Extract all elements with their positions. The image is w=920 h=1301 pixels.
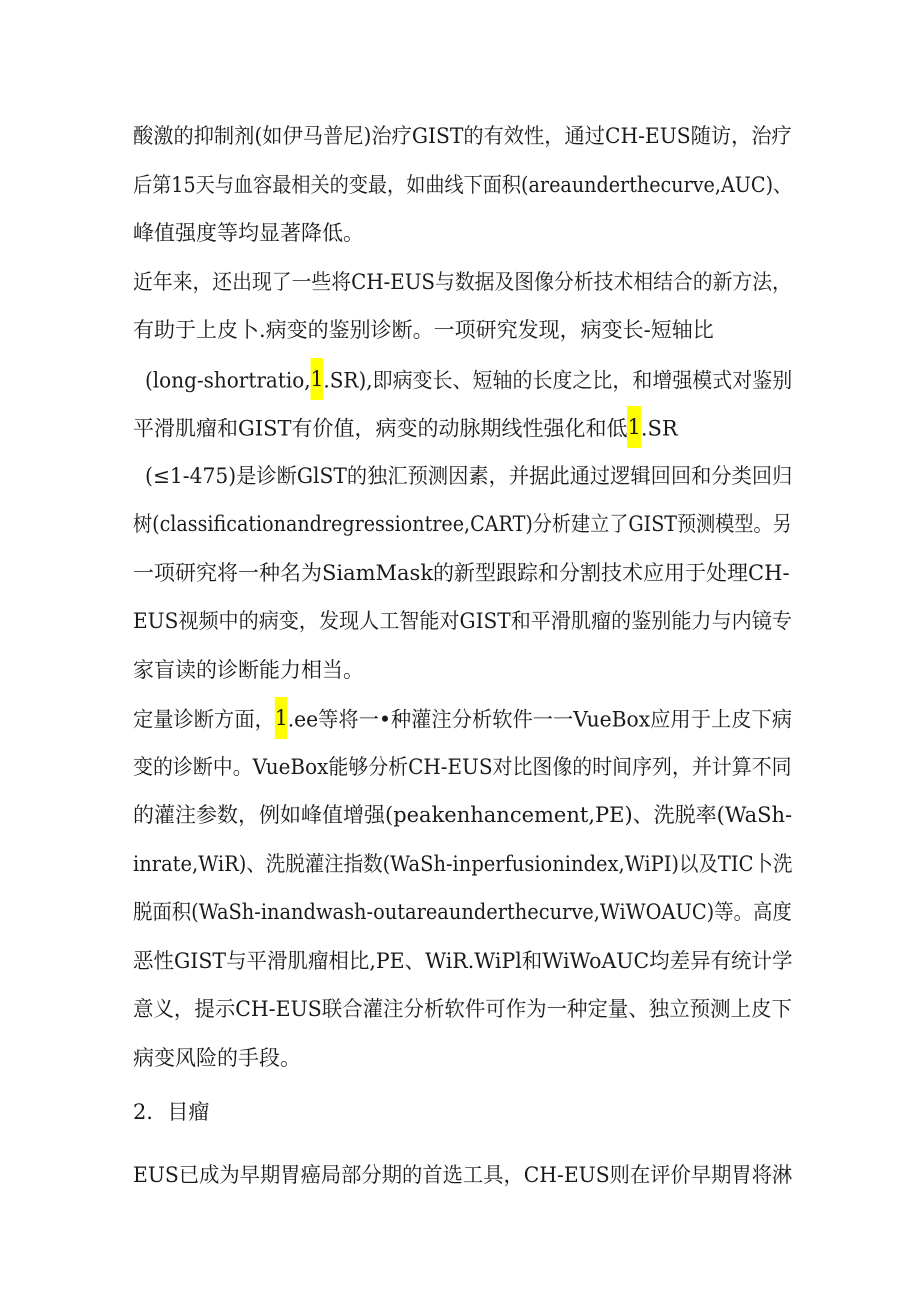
text-line: 病变风险的手段。 [133, 1046, 301, 1070]
text-line: 的灌注参数，例如峰值增强(peakenhancement,PE)、洗脱率(WaSh- [133, 803, 793, 827]
highlighted-text: 1 [275, 697, 288, 739]
text-line: inrate,WiR)、洗脱灌注指数(WaSh-inperfusionindex,WiPI)以及TIC卜洗 [133, 852, 793, 876]
text-line: 脱面积(WaSh-inandwash-outareaunderthecurve,WiWOAUC)等。高度 [133, 900, 792, 924]
text-line [145, 364, 792, 394]
text-line: 有助于上皮卜.病变的鉴别诊断。一项研究发现，病变长-短轴比 [133, 318, 714, 342]
text-line: 峰值强度等均显著降低。 [133, 221, 364, 245]
text-segment: .ee等将一•种灌注分析软件一一VueBox应用于上皮下病 [287, 707, 793, 732]
text-line: EUS已成为早期胃癌局部分期的首选工具，CH-EUS则在评价早期胃将淋 [133, 1163, 793, 1187]
highlighted-text: 1 [627, 406, 640, 448]
text-segment: .SR),即病变长、短轴的长度之比，和增强模式对鉴别 [323, 368, 793, 393]
text-line: 树(classificationandregressiontree,CART)分析建立了GIST预测模型。另 [133, 512, 792, 536]
text-line: 酸激的抑制剂(如伊马普尼)治疗GIST的有效性，通过CH-EUS随访，治疗 [133, 124, 792, 148]
text-segment: (long-shortratio, [145, 368, 311, 393]
text-segment: .SR [640, 416, 678, 441]
text-line: 变的诊断中。VueBox能够分析CH-EUS对比图像的时间序列，并计算不同 [133, 755, 792, 779]
section-heading: 2．目瘤 [133, 1100, 210, 1124]
text-line: 后第15天与血容最相关的变最，如曲线下面积(areaunderthecurve,AUC)、 [133, 173, 793, 197]
text-line: 意义，提示CH-EUS联合灌注分析软件可作为一种定量、独立预测上皮下 [133, 997, 792, 1021]
highlighted-text: 1 [311, 358, 324, 400]
text-segment: 定量诊断方面， [133, 707, 275, 732]
text-line: 家盲读的诊断能力相当。 [133, 658, 364, 682]
text-line [133, 703, 792, 733]
text-line: 近年来，还出现了一些将CH-EUS与数据及图像分析技术相结合的新方法， [133, 270, 792, 294]
text-line: EUS视频中的病变，发现人工智能对GIST和平滑肌瘤的鉴别能力与内镜专 [133, 609, 792, 633]
text-line: (≤1-475)是诊断GlST的独汇预测因素，并据此通过逻辑回回和分类回归 [145, 464, 793, 488]
text-line: 恶性GIST与平滑肌瘤相比,PE、WiR.WiPl和WiWoAUC均差异有统计学 [133, 949, 793, 973]
text-segment: 平滑肌瘤和GIST有价值，病变的动脉期线性强化和低 [133, 416, 628, 441]
text-line [133, 412, 678, 442]
text-line: 一项研究将一种名为SiamMask的新型跟踪和分割技术应用于处理CH- [133, 561, 790, 585]
